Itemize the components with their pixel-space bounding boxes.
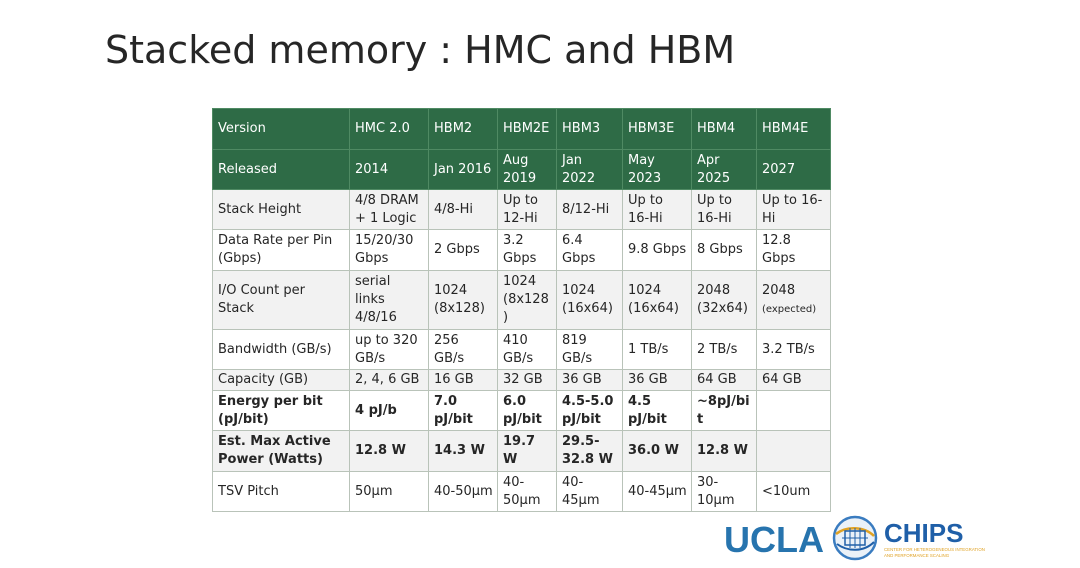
table-cell: 30-10µm (692, 472, 757, 512)
table-cell: Aug 2019 (498, 150, 557, 190)
chips-wordmark: CHIPS (884, 518, 964, 548)
table-cell: 40-50µm (498, 472, 557, 512)
table-cell: 64 GB (692, 370, 757, 391)
table-cell: 9.8 Gbps (623, 230, 692, 271)
table-cell: 12.8 W (350, 431, 429, 472)
row-header-cell: Data Rate per Pin (Gbps) (213, 230, 350, 271)
table-cell: 1024 (8x128) (498, 271, 557, 330)
table-cell: 64 GB (757, 370, 831, 391)
table-cell-with-note (757, 271, 831, 330)
table-row-io-count (213, 271, 831, 330)
table-cell: 4 pJ/b (350, 391, 429, 431)
memory-comparison-table (212, 108, 831, 512)
table-cell: Up to 12-Hi (498, 190, 557, 230)
expected-note: (expected) (762, 303, 817, 315)
table-cell: 819 GB/s (557, 330, 623, 370)
table-cell: 4.5-5.0 pJ/bit (557, 391, 623, 431)
table-cell: up to 320 GB/s (350, 330, 429, 370)
table-cell: HBM2 (429, 109, 498, 150)
row-header-cell: Capacity (GB) (213, 370, 350, 391)
table-row-power (213, 431, 831, 472)
table-row-released (213, 150, 831, 190)
ucla-chips-logo (724, 514, 994, 562)
table-cell (757, 391, 831, 431)
table-cell: 4.5 pJ/bit (623, 391, 692, 431)
table-cell: 6.0 pJ/bit (498, 391, 557, 431)
table-cell: 410 GB/s (498, 330, 557, 370)
row-header-cell: Est. Max Active Power (Watts) (213, 431, 350, 472)
table-cell: HBM3 (557, 109, 623, 150)
table-cell: HBM4 (692, 109, 757, 150)
table-cell: 19.7 W (498, 431, 557, 472)
table-row-energy (213, 391, 831, 431)
table-row-bandwidth (213, 330, 831, 370)
row-header-cell: Energy per bit (pJ/bit) (213, 391, 350, 431)
table-cell: Jan 2016 (429, 150, 498, 190)
ucla-wordmark: UCLA (724, 519, 824, 560)
table-cell: HBM2E (498, 109, 557, 150)
table-cell: Jan 2022 (557, 150, 623, 190)
table-cell: 4/8 DRAM + 1 Logic (350, 190, 429, 230)
table-row-stack-height (213, 190, 831, 230)
table-cell: 12.8 Gbps (757, 230, 831, 271)
table-cell: 1024 (16x64) (623, 271, 692, 330)
cell-value: 2048 (762, 282, 796, 298)
table-cell: 36 GB (557, 370, 623, 391)
table-cell: 8/12-Hi (557, 190, 623, 230)
table-cell: 40-45µm (557, 472, 623, 512)
chips-tagline-line-1: CENTER FOR HETEROGENEOUS INTEGRATION (884, 547, 985, 552)
table-cell: 2 Gbps (429, 230, 498, 271)
table-cell: 2027 (757, 150, 831, 190)
table-cell: HBM3E (623, 109, 692, 150)
table-cell: 40-45µm (623, 472, 692, 512)
table-cell: 2014 (350, 150, 429, 190)
table-row-capacity (213, 370, 831, 391)
slide-title: Stacked memory : HMC and HBM (105, 28, 736, 72)
table-row-data-rate (213, 230, 831, 271)
table-cell: 12.8 W (692, 431, 757, 472)
table-cell: 29.5-32.8 W (557, 431, 623, 472)
table-cell: Up to 16-Hi (623, 190, 692, 230)
row-header-cell: Version (213, 109, 350, 150)
table-cell: 3.2 TB/s (757, 330, 831, 370)
table-cell: HBM4E (757, 109, 831, 150)
table-cell: 256 GB/s (429, 330, 498, 370)
row-header-cell: Bandwidth (GB/s) (213, 330, 350, 370)
chips-globe-icon (834, 517, 876, 559)
table-cell: 6.4 Gbps (557, 230, 623, 271)
table-cell: 2048 (32x64) (692, 271, 757, 330)
chips-tagline-line-2: AND PERFORMANCE SCALING (884, 553, 950, 558)
table-cell: 16 GB (429, 370, 498, 391)
table-cell: 36.0 W (623, 431, 692, 472)
table-cell: 8 Gbps (692, 230, 757, 271)
table-cell (757, 431, 831, 472)
table-cell: 40-50µm (429, 472, 498, 512)
table-cell: May 2023 (623, 150, 692, 190)
row-header-cell: I/O Count per Stack (213, 271, 350, 330)
table-cell: 2 TB/s (692, 330, 757, 370)
table-cell: 15/20/30 Gbps (350, 230, 429, 271)
table-cell: ~8pJ/bit (692, 391, 757, 431)
table-cell: <10um (757, 472, 831, 512)
table-cell: 50µm (350, 472, 429, 512)
table-cell: 2, 4, 6 GB (350, 370, 429, 391)
table-cell: 32 GB (498, 370, 557, 391)
table-row-tsv-pitch (213, 472, 831, 512)
table-cell: Apr 2025 (692, 150, 757, 190)
row-header-cell: TSV Pitch (213, 472, 350, 512)
row-header-cell: Released (213, 150, 350, 190)
table-row-version (213, 109, 831, 150)
table-cell: Up to 16-Hi (692, 190, 757, 230)
table-cell: HMC 2.0 (350, 109, 429, 150)
table-cell: 1024 (8x128) (429, 271, 498, 330)
table-cell: 4/8-Hi (429, 190, 498, 230)
row-header-cell: Stack Height (213, 190, 350, 230)
table-cell: 36 GB (623, 370, 692, 391)
table-cell: Up to 16-Hi (757, 190, 831, 230)
table-cell: serial links 4/8/16 (350, 271, 429, 330)
table-cell: 7.0 pJ/bit (429, 391, 498, 431)
table-cell: 14.3 W (429, 431, 498, 472)
table-cell: 1024 (16x64) (557, 271, 623, 330)
table-cell: 3.2 Gbps (498, 230, 557, 271)
table-cell: 1 TB/s (623, 330, 692, 370)
